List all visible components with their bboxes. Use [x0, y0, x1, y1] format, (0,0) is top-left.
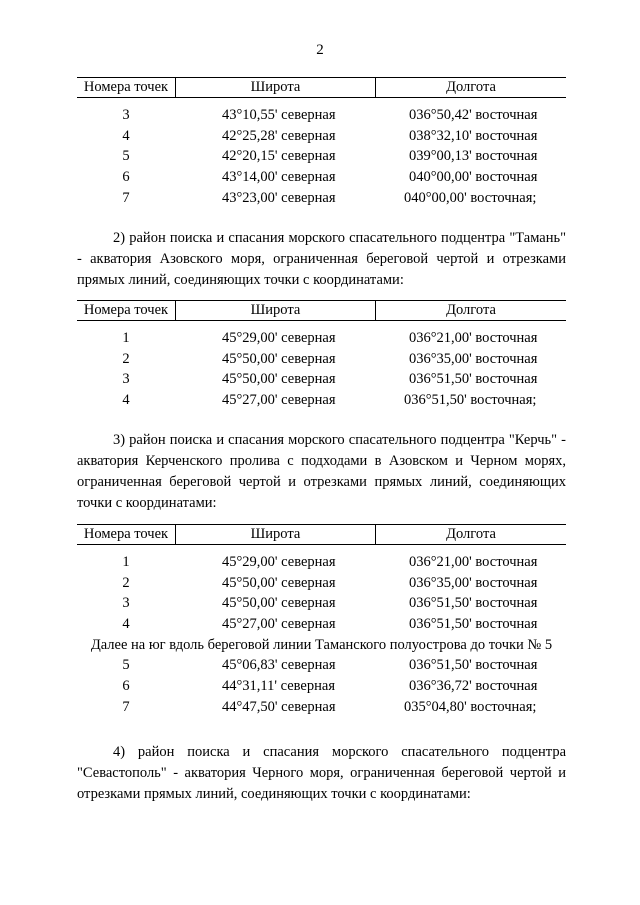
table-header: [77, 524, 566, 545]
table-row: [77, 167, 566, 188]
table-row: [77, 126, 566, 147]
header-points: Номера точек: [77, 301, 176, 320]
latitude-cell: 43°14,00' северная: [222, 169, 336, 186]
header-longitude: Долгота: [446, 79, 496, 95]
point-number: 5: [122, 148, 130, 165]
table-row: [77, 349, 566, 370]
coordinates-table-1: [77, 77, 566, 208]
table-header: [77, 300, 566, 321]
latitude-cell: 42°25,28' северная: [222, 127, 336, 144]
point-number: 7: [122, 698, 130, 715]
longitude-cell: 036°51,50' восточная: [409, 657, 538, 674]
paragraph-kerch-text: 3) район поиска и спасания морского спасательного подцентра "Керчь" - акватория Керченского пролива с подходами в Азовском и Черном морях, ограниченная береговой чертой и отрезками прямых линий, соединяющих точки с координатами:: [77, 432, 566, 511]
table-row: [77, 188, 566, 209]
header-latitude: Широта: [176, 78, 376, 97]
longitude-cell: 036°36,72' восточная: [409, 678, 538, 695]
longitude-cell: 036°21,00' восточная: [409, 330, 538, 346]
point-number: 2: [122, 574, 130, 591]
table-body-continued: [77, 655, 566, 717]
point-number: 3: [122, 595, 130, 612]
point-number: 5: [122, 657, 130, 674]
table-row: [77, 369, 566, 390]
point-number: 3: [122, 371, 130, 388]
paragraph-taman-text: 2) район поиска и спасания морского спасательного подцентра "Тамань" - акватория Азовского моря, ограниченная береговой чертой и отрезками прямых линий, соединяющих точки с координатами:: [77, 230, 566, 288]
table-row: [77, 593, 566, 614]
table-row: [77, 146, 566, 167]
longitude-cell: 035°04,80' восточная;: [404, 698, 537, 715]
header-longitude: Долгота: [446, 526, 496, 542]
latitude-cell: 45°29,00' северная: [222, 330, 336, 346]
coordinates-table-2: [77, 300, 566, 411]
latitude-cell: 45°27,00' северная: [222, 392, 336, 409]
point-number: 6: [122, 678, 130, 695]
table-row: [77, 552, 566, 573]
table-body: [77, 105, 566, 208]
table-body: [77, 552, 566, 635]
point-number: 2: [122, 350, 130, 367]
longitude-cell: 036°51,50' восточная: [409, 595, 538, 612]
page-number: 2: [316, 42, 324, 58]
paragraph-sevastopol: [77, 742, 566, 805]
header-latitude: Широта: [176, 301, 376, 320]
point-number: 1: [122, 330, 130, 346]
longitude-cell: 036°51,50' восточная: [409, 616, 538, 633]
longitude-cell: 038°32,10' восточная: [409, 127, 538, 144]
latitude-cell: 45°50,00' северная: [222, 371, 336, 388]
point-number: 4: [122, 127, 130, 144]
point-number: 4: [122, 392, 130, 409]
longitude-cell: 036°51,50' восточная: [409, 371, 538, 388]
table-row: [77, 105, 566, 126]
table-row: [77, 573, 566, 594]
table-body: [77, 328, 566, 411]
latitude-cell: 45°27,00' северная: [222, 616, 336, 633]
header-latitude: Широта: [176, 525, 376, 544]
latitude-cell: 44°47,50' северная: [222, 698, 336, 715]
longitude-cell: 036°21,00' восточная: [409, 554, 538, 570]
point-number: 4: [122, 616, 130, 633]
latitude-cell: 45°06,83' северная: [222, 657, 336, 674]
table-note: Далее на юг вдоль береговой линии Таманского полуострова до точки № 5: [90, 636, 553, 653]
point-number: 3: [122, 107, 130, 123]
latitude-cell: 45°50,00' северная: [222, 350, 336, 367]
table-row: [77, 697, 566, 718]
paragraph-sevastopol-text: 4) район поиска и спасания морского спасательного подцентра "Севастополь" - акватория Черного моря, ограниченная береговой чертой и отрезками прямых линий, соединяющих точки с координатами:: [77, 744, 566, 802]
paragraph-kerch: [77, 430, 566, 514]
longitude-cell: 039°00,13' восточная: [409, 148, 538, 165]
table-row: [77, 655, 566, 676]
latitude-cell: 43°23,00' северная: [222, 189, 336, 206]
longitude-cell: 036°51,50' восточная;: [404, 392, 537, 409]
coordinates-table-3: [77, 524, 566, 718]
longitude-cell: 036°50,42' восточная: [409, 107, 538, 123]
latitude-cell: 45°50,00' северная: [222, 574, 336, 591]
longitude-cell: 036°35,00' восточная: [409, 574, 538, 591]
table-row: [77, 614, 566, 635]
table-row: [77, 676, 566, 697]
table-row: [77, 390, 566, 411]
latitude-cell: 42°20,15' северная: [222, 148, 336, 165]
point-number: 6: [122, 169, 130, 186]
paragraph-taman: [77, 228, 566, 291]
header-points: Номера точек: [77, 525, 176, 544]
point-number: 7: [122, 189, 130, 206]
header-points: Номера точек: [77, 78, 176, 97]
longitude-cell: 040°00,00' восточная: [409, 169, 538, 186]
header-longitude: Долгота: [446, 302, 496, 318]
longitude-cell: 040°00,00' восточная;: [404, 189, 537, 206]
latitude-cell: 43°10,55' северная: [222, 107, 336, 123]
table-row: [77, 328, 566, 349]
table-header: [77, 77, 566, 98]
longitude-cell: 036°35,00' восточная: [409, 350, 538, 367]
latitude-cell: 44°31,11' северная: [222, 678, 335, 695]
latitude-cell: 45°50,00' северная: [222, 595, 336, 612]
latitude-cell: 45°29,00' северная: [222, 554, 336, 570]
point-number: 1: [122, 554, 130, 570]
